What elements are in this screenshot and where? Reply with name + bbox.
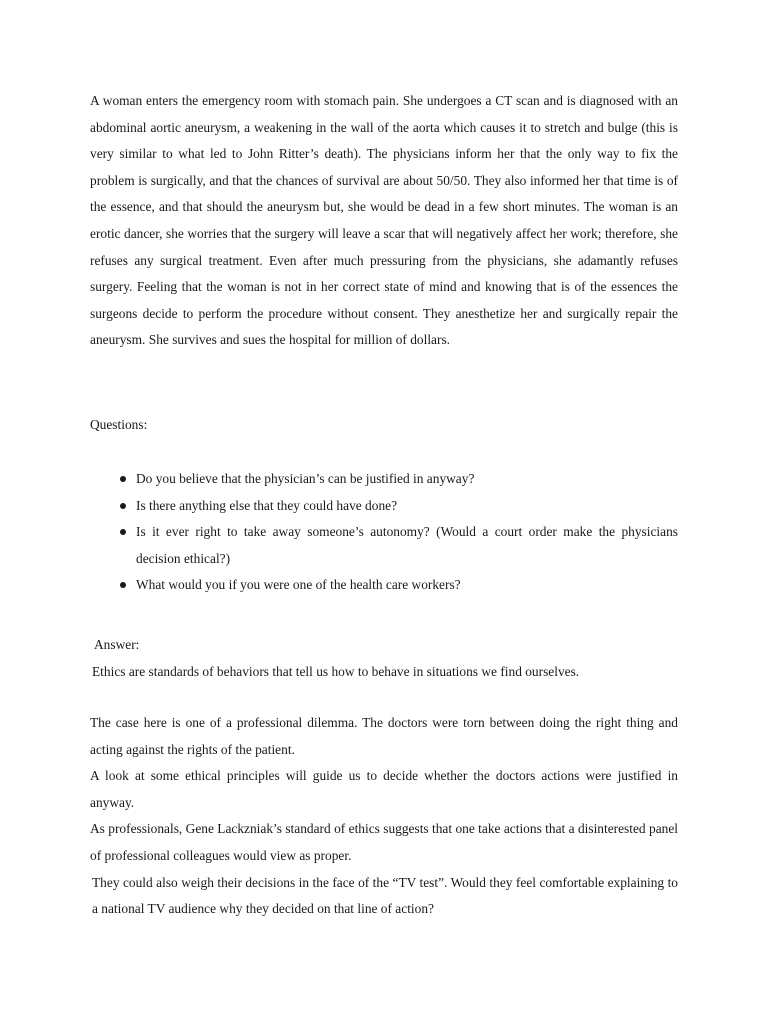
document-page [90, 88, 678, 917]
question-text: Do you believe that the physician’s can be justified in anyway? [136, 471, 475, 486]
question-item [90, 519, 678, 572]
discussion-section [90, 710, 678, 923]
question-item [90, 466, 678, 493]
question-text: What would you if you were one of the health care workers? [136, 577, 461, 593]
case-description-paragraph: A woman enters the emergency room with stomach pain. She undergoes a CT scan and is diagnosed with an abdominal aortic aneurysm, a weakening in the wall of the aorta which causes it to stretch and bulge (this is very similar to what led to John Ritter’s death). The physicians inform her that the only way to fix the problem is surgically, and that the chances of survival are about 50/50. They also informed her that time is of the essence, and that should the aneurysm but, she would be dead in a few short minutes. The woman is an erotic dancer, she worries that the surgery will leave a scar that will negatively affect her work; therefore, she refuses any surgical treatment. Even after much pressuring from the physicians, she adamantly refuses surgery. Feeling that the woman is not in her correct state of mind and knowing that is of the essences the surgeons decide to perform the procedure without consent. They anesthetize her and surgically repair the aneurysm. She survives and sues the hospital for million of dollars. [90, 93, 678, 348]
bullet-icon [120, 476, 126, 482]
question-item [90, 493, 678, 520]
question-text: Is there anything else that they could have done? [136, 497, 398, 513]
questions-list [90, 466, 678, 599]
questions-heading: Questions: [90, 417, 148, 432]
answer-heading: Answer: [94, 637, 140, 652]
answer-section [90, 632, 678, 685]
bullet-icon [120, 582, 126, 588]
discussion-paragraph-dilemma: The case here is one of a professional dilemma. The doctors were torn between doing the right thing and acting against the rights of the patient. [90, 715, 678, 757]
question-text: Is it ever right to take away someone’s autonomy? (Would a court order make the physicians decision ethical?) [136, 524, 678, 566]
discussion-paragraph-tv-test: They could also weigh their decisions in the face of the “TV test”. Would they feel comfortable explaining to a national TV audience why they decided on that line of action? [92, 874, 678, 917]
discussion-paragraph-lackzniak: As professionals, Gene Lackzniak’s standard of ethics suggests that one take actions that a disinterested panel of professional colleagues would view as proper. [90, 821, 678, 863]
ethics-definition: Ethics are standards of behaviors that tell us how to behave in situations we find ourselves. [92, 663, 580, 679]
bullet-icon [120, 503, 126, 509]
question-item [90, 572, 678, 599]
discussion-paragraph-principles: A look at some ethical principles will guide us to decide whether the doctors actions were justified in anyway. [90, 768, 678, 810]
bullet-icon [120, 529, 126, 535]
